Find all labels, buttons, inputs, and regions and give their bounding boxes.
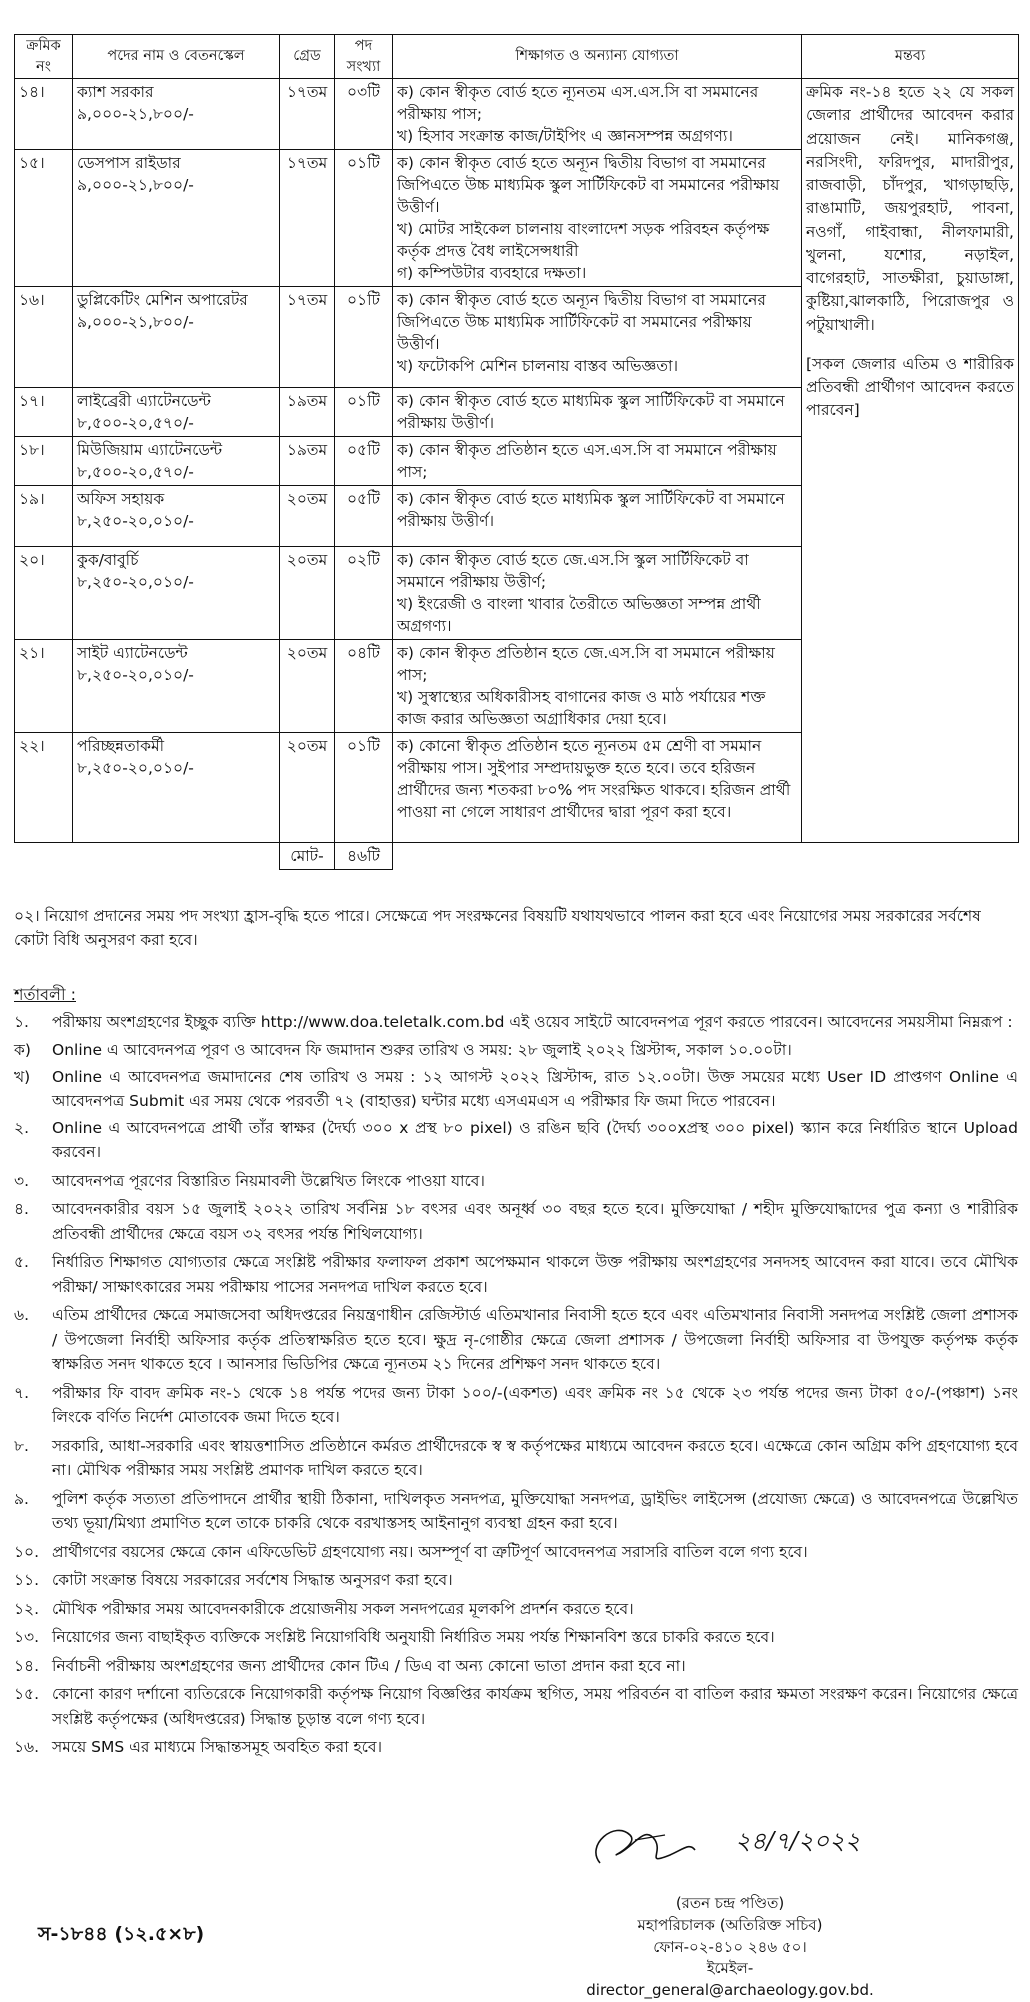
term-item <box>14 1597 1018 1621</box>
post-name: ডেসপাস রাইডার <box>77 154 181 173</box>
total-row <box>15 843 1019 870</box>
term-item <box>14 1682 1018 1731</box>
row-post <box>73 640 280 733</box>
qualification-item: খ) মোটর সাইকেল চালনায় বাংলাদেশ সড়ক পরিবহন কর্তৃপক্ষ কর্তৃক প্রদত্ত বৈধ লাইসেন্সধারী <box>397 220 770 261</box>
terms-title: শর্তাবলী : <box>14 985 76 1004</box>
term-text: কোনো কারণ দর্শানো ব্যতিরেকে নিয়োগকারী কর্তৃপক্ষ নিয়োগ বিজ্ঞপ্তির কার্যক্রম স্থগিত, সময় পরিবর্তন বা বাতিল করার ক্ষমতা সংরক্ষণ করেন। নিয়োগের ক্ষেত্রে সংশ্লিষ্ট কর্তৃপক্ষের (অধিদপ্তরের) সিদ্ধান্ত চূড়ান্ত বলে গণ্য হবে। <box>52 1685 1018 1728</box>
row-grade: ২০তম <box>280 547 335 640</box>
term-number: ৭. <box>14 1383 30 1402</box>
term-number: ১৬. <box>14 1738 40 1757</box>
term-number: ক) <box>14 1041 31 1060</box>
term-text: পুলিশ কর্তৃক সত্যতা প্রতিপাদনে প্রার্থীর স্থায়ী ঠিকানা, দাখিলকৃত সনদপত্র, মুক্তিযোদ্ধা সনদপত্র, ড্রাইভিং লাইসেন্স (প্রযোজ্য ক্ষেত্রে) ও আবেদনপত্রে উল্লেখিত তথ্য ভূয়া/মিথ্যা প্রমাণিত হলে তাকে চাকরি থেকে বরখাস্তসহ আইনানুগ ব্যবস্থা গ্রহন করা হবে। <box>52 1489 1018 1533</box>
row-serial: ১৮। <box>15 437 73 486</box>
term-number: ৬. <box>14 1306 30 1325</box>
row-qualification <box>393 150 802 287</box>
remarks-districts: ক্রমিক নং-১৪ হতে ২২ যে সকল জেলার প্রার্থীদের আবেদন করার প্রয়োজন নেই। মানিকগঞ্জ, নরসিংদী, ফরিদপুর, মাদারীপুর, রাজবাড়ী, চাঁদপুর, খাগড়াছড়ি, রাঙামাটি, জয়পুরহাট, পাবনা, নওগাঁ, গাইবান্ধা, নীলফামারী, খুলনা, যশোর, নড়াইল, বাগেরহাট, সাতক্ষীরা, চুয়াডাঙ্গা, কুষ্টিয়া,ঝালকাঠি, পিরোজপুর ও পটুয়াখালী। <box>806 83 1014 334</box>
row-post <box>73 486 280 547</box>
term-item <box>14 1654 1018 1678</box>
term-item <box>14 1250 1018 1299</box>
officer-designation: মহাপরিচালক (অতিরিক্ত সচিব) <box>637 1915 823 1934</box>
row-post <box>73 437 280 486</box>
term-text: নির্বাচনী পরীক্ষায় অংশগ্রহণের জন্য প্রার্থীদের কোন টিএ / ডিএ বা অন্য কোনো ভাতা প্রদান করা হবে না। <box>52 1656 686 1675</box>
pay-scale: ৮,২৫০-২০,০১০/- <box>77 573 194 592</box>
row-qualification <box>393 437 802 486</box>
term-number: ১১. <box>14 1571 40 1590</box>
remarks-cell <box>802 79 1019 843</box>
header-qualification: শিক্ষাগত ও অন্যান্য যোগ্যতা <box>393 35 802 79</box>
row-count: ০৫টি <box>335 437 393 486</box>
row-serial: ২০। <box>15 547 73 640</box>
row-qualification <box>393 640 802 733</box>
term-number: ৯. <box>14 1489 29 1508</box>
row-qualification <box>393 388 802 437</box>
term-number: ১৫. <box>14 1685 40 1704</box>
post-name: সাইট এ্যাটেনডেন্ট <box>77 644 188 663</box>
term-number: ১. <box>14 1013 29 1031</box>
term-item <box>14 1065 1018 1114</box>
post-name: কুক/বাবুর্চি <box>77 551 139 570</box>
term-text: পরীক্ষায় অংশগ্রহণের ইচ্ছুক ব্যক্তি http://www.doa.teletalk.com.bd এই ওয়েব সাইটে আবেদনপত্র পূরণ করতে পারবেন। আবেদনের সময়সীমা নিম্নরূপ : <box>52 1013 1013 1031</box>
term-text: আবেদনপত্র পূরণের বিস্তারিত নিয়মাবলী উল্লেখিত লিংকে পাওয়া যাবে। <box>52 1171 485 1190</box>
post-name: লাইব্রেরী এ্যাটেনডেন্ট <box>77 392 211 411</box>
signature-date: ২৪/৭/২০২২ <box>735 1827 861 1855</box>
row-qualification <box>393 733 802 843</box>
header-count: পদ সংখ্যা <box>335 35 393 79</box>
row-count: ০২টি <box>335 547 393 640</box>
header-post: পদের নাম ও বেতনস্কেল <box>73 35 280 79</box>
row-post <box>73 79 280 150</box>
qualification-item: ক) কোন স্বীকৃত বোর্ড হতে জে.এস.সি স্কুল সার্টিফিকেট বা সমমানে পরীক্ষায় উত্তীর্ণ; <box>397 551 749 592</box>
term-text: এতিম প্রার্থীদের ক্ষেত্রে সমাজসেবা অধিদপ্তরের নিয়ন্ত্রণাধীন রেজিস্টার্ড এতিমখানার নিবাসী হতে হবে এবং এতিমখানার নিবাসী সনদপত্র সংশ্লিষ্ট জেলা প্রশাসক / উপজেলা নির্বাহী অফিসার কর্তৃক প্রতিস্বাক্ষরিত হতে হবে। ক্ষুদ্র নৃ-গোষ্ঠীর ক্ষেত্রে জেলা প্রশাসক / উপজেলা নির্বাহী অফিসার বা উপযুক্ত কর্তৃপক্ষ কর্তৃক স্বাক্ষরিত সনদ থাকতে হবে । আনসার ভিডিপির ক্ষেত্রে ন্যূনতম ২১ দিনের প্রশিক্ষণ সনদ থাকতে হবে। <box>52 1306 1018 1374</box>
officer-details <box>580 1893 880 2002</box>
table-row <box>15 79 1019 150</box>
row-grade: ১৯তম <box>280 437 335 486</box>
row-count: ০৫টি <box>335 486 393 547</box>
officer-email: ইমেইল-director_general@archaeology.gov.bd. <box>586 1959 874 1999</box>
qualification-item: ক) কোন স্বীকৃত বোর্ড হতে মাধ্যমিক স্কুল সার্টিফিকেট বা সমমানে পরীক্ষায় উত্তীর্ণ। <box>397 490 785 531</box>
row-post <box>73 733 280 843</box>
row-grade: ১৭তম <box>280 150 335 287</box>
row-serial: ১৬। <box>15 287 73 388</box>
term-text: আবেদনকারীর বয়স ১৫ জুলাই ২০২২ তারিখ সর্বনিম্ন ১৮ বৎসর এবং অনূর্ধ্ব ৩০ বছর হতে হবে। মুক্তিযোদ্ধা / শহীদ মুক্তিযোদ্ধাদের পুত্র কন্যা ও শারীরিক প্রতিবন্ধী প্রার্থীদের ক্ষেত্রে বয়স ৩২ বৎসর পর্যন্ত শিথিলযোগ্য। <box>52 1200 1018 1243</box>
term-text: পরীক্ষার ফি বাবদ ক্রমিক নং-১ থেকে ১৪ পর্যন্ত পদের জন্য টাকা ১০০/-(একশত) এবং ক্রমিক নং ১৫ থেকে ২৩ পর্যন্ত পদের জন্য টাকা ৫০/-(পঞ্চাশ) ১নং লিংকে বর্ণিত নির্দেশ মোতাবেক জমা দিতে হবে। <box>52 1383 1018 1427</box>
term-text: Online এ আবেদনপত্রে প্রার্থী তাঁর স্বাক্ষর (দৈর্ঘ্য ৩০০ x প্রস্থ ৮০ pixel) ও রঙিন ছবি (দৈর্ঘ্য ৩০০xপ্রস্থ ৩০০ pixel) স্ক্যান করে নির্ধারিত স্থানে Upload করবেন। <box>52 1118 1018 1162</box>
qualification-item: ক) কোনো স্বীকৃত প্রতিষ্ঠান হতে ন্যূনতম ৫ম শ্রেণী বা সমমান পরীক্ষায় পাস। সুইপার সম্প্রদায়ভুক্ত হতে হবে। তবে হরিজন প্রার্থীদের জন্য শতকরা ৮০% পদ সংরক্ষিত থাকবে। হরিজন প্রার্থী পাওয়া না গেলে সাধারণ প্রার্থীদের দ্বারা পূরণ করা হবে। <box>397 737 791 822</box>
note-02: ০২। নিয়োগ প্রদানের সময় পদ সংখ্যা হ্রাস-বৃদ্ধি হতে পারে। সেক্ষেত্রে পদ সংরক্ষনের বিষয়টি যথাযথভাবে পালন করা হবে এবং নিয়োগের সময় সরকারের সর্বশেষ কোটা বিধি অনুসরণ করা হবে। <box>14 907 981 950</box>
qualification-item: ক) কোন স্বীকৃত বোর্ড হতে অন্যূন দ্বিতীয় বিভাগ বা সমমানের জিপিএতে উচ্চ মাধ্যমিক স্কুল সার্টিফিকেট বা সমমানের পরীক্ষায় উত্তীর্ণ। <box>397 154 780 217</box>
row-serial: ২১। <box>15 640 73 733</box>
term-number: ১৩. <box>14 1628 40 1647</box>
row-serial: ২২। <box>15 733 73 843</box>
post-name: মিউজিয়াম এ্যাটেনডেন্ট <box>77 441 223 460</box>
total-label: মোট- <box>280 843 335 870</box>
remarks-orphans: [সকল জেলার এতিম ও শারীরিক প্রতিবন্ধী প্রার্থীগণ আবেদন করতে পারবেন] <box>806 354 1014 420</box>
row-count: ০১টি <box>335 150 393 287</box>
term-item <box>14 1568 1018 1592</box>
term-item <box>14 1540 1018 1564</box>
term-number: ৪. <box>14 1200 29 1219</box>
row-serial: ১৫। <box>15 150 73 287</box>
row-qualification <box>393 287 802 388</box>
header-remarks: মন্তব্য <box>802 35 1019 79</box>
term-text: সরকারি, আধা-সরকারি এবং স্বায়ত্তশাসিত প্রতিষ্ঠানে কর্মরত প্রার্থীদেরকে স্ব স্ব কর্তৃপক্ষের মাধ্যমে আবেদন করতে হবে। এক্ষেত্রে কোন অগ্রিম কপি গ্রহণযোগ্য হবে না। মৌখিক পরীক্ষার সময় সংশ্লিষ্ট প্রমাণক দাখিল করতে হবে। <box>52 1436 1018 1480</box>
row-serial: ১৭। <box>15 388 73 437</box>
term-item <box>14 1625 1018 1649</box>
term-number: ৩. <box>14 1171 30 1190</box>
job-rows <box>15 79 1019 870</box>
row-serial: ১৯। <box>15 486 73 547</box>
job-table <box>14 34 1019 870</box>
header-serial: ক্রমিক নং <box>15 35 73 79</box>
term-text: Online এ আবেদনপত্র পূরণ ও আবেদন ফি জমাদান শুরুর তারিখ ও সময়: ২৮ জুলাই ২০২২ খ্রিস্টাব্দ, সকাল ১০.০০টা। <box>52 1041 792 1060</box>
term-item <box>14 1735 1018 1759</box>
total-blank <box>15 843 280 870</box>
pay-scale: ৮,৫০০-২০,৫৭০/- <box>77 463 194 482</box>
row-count: ০৪টি <box>335 640 393 733</box>
qualification-item: ক) কোন স্বীকৃত প্রতিষ্ঠান হতে এস.এস.সি বা সমমানে পরীক্ষায় পাস; <box>397 441 777 482</box>
row-grade: ১৭তম <box>280 79 335 150</box>
term-text: Online এ আবেদনপত্র জমাদানের শেষ তারিখ ও সময় : ১২ আগস্ট ২০২২ খ্রিস্টাব্দ, রাত ১২.০০টা। উক্ত সময়ের মধ্যে User ID প্রাপ্তগণ Online এ আবেদনপত্র Submit এর সময় থেকে পরবর্তী ৭২ (বাহাত্তর) ঘন্টার মধ্যে এসএমএস এ পরীক্ষার ফি জমা দিতে পারবেন। <box>52 1067 1018 1111</box>
term-text: মৌখিক পরীক্ষার সময় আবেদনকারীকে প্রয়োজনীয় সকল সনদপত্রের মূলকপি প্রদর্শন করতে হবে। <box>52 1599 634 1618</box>
post-name: পরিচ্ছন্নতাকর্মী <box>77 737 165 756</box>
row-count: ০১টি <box>335 733 393 843</box>
total-value: ৪৬টি <box>335 843 393 870</box>
officer-name: (রতন চন্দ্র পণ্ডিত) <box>675 1894 785 1912</box>
post-name: ডুপ্লিকেটিং মেশিন অপারেটর <box>77 291 248 310</box>
row-qualification <box>393 79 802 150</box>
term-number: ৮. <box>14 1436 29 1455</box>
memo-number: স-১৮৪৪ (১২.৫×৮) <box>38 1923 205 1945</box>
signature-block <box>575 1815 1015 1875</box>
table-header-row <box>15 35 1019 79</box>
term-number: ১৪. <box>14 1656 40 1675</box>
term-item <box>14 1197 1018 1246</box>
pay-scale: ৮,৫০০-২০,৫৭০/- <box>77 414 194 433</box>
term-text: প্রার্থীগণের বয়সের ক্ষেত্রে কোন এফিডেভিট গ্রহণযোগ্য নয়। অসম্পূর্ণ বা ত্রুটিপূর্ণ আবেদনপত্র সরাসরি বাতিল বলে গণ্য হবে। <box>52 1542 808 1561</box>
pay-scale: ৮,২৫০-২০,০১০/- <box>77 512 194 531</box>
header-grade: গ্রেড <box>280 35 335 79</box>
row-count: ০১টি <box>335 388 393 437</box>
qualification-item: খ) ইংরেজী ও বাংলা খাবার তৈরীতে অভিজ্ঞতা সম্পন্ন প্রার্থী অগ্রগণ্য। <box>397 595 761 636</box>
pay-scale: ৯,০০০-২১,৮০০/- <box>77 176 194 195</box>
term-number: ১২. <box>14 1599 40 1618</box>
row-post <box>73 150 280 287</box>
term-number: ১০. <box>14 1542 40 1561</box>
qualification-item: ক) কোন স্বীকৃত বোর্ড হতে মাধ্যমিক স্কুল সার্টিফিকেট বা সমমানে পরীক্ষায় উত্তীর্ণ। <box>397 392 785 433</box>
term-text: সময়ে SMS এর মাধ্যমে সিদ্ধান্তসমূহ অবহিত করা হবে। <box>52 1738 383 1757</box>
term-number: ৫. <box>14 1253 29 1272</box>
qualification-item: খ) হিসাব সংক্রান্ত কাজ/টাইপিং এ জ্ঞানসম্পন্ন অগ্রগণ্য। <box>397 127 733 146</box>
term-number: খ) <box>14 1067 31 1086</box>
term-text: কোটা সংক্রান্ত বিষয়ে সরকারের সর্বশেষ সিদ্ধান্ত অনুসরণ করা হবে। <box>52 1571 453 1590</box>
row-count: ০৩টি <box>335 79 393 150</box>
post-name: ক্যাশ সরকার <box>77 83 154 102</box>
term-item <box>14 1116 1018 1165</box>
term-item <box>14 1169 1018 1193</box>
row-serial: ১৪। <box>15 79 73 150</box>
row-grade: ২০তম <box>280 486 335 547</box>
row-grade: ২০তম <box>280 733 335 843</box>
qualification-item: ক) কোন স্বীকৃত বোর্ড হতে ন্যূনতম এস.এস.সি বা সমমানের পরীক্ষায় পাস; <box>397 83 759 124</box>
term-item <box>14 1038 1018 1062</box>
row-post <box>73 388 280 437</box>
row-grade: ১৯তম <box>280 388 335 437</box>
officer-phone: ফোন-০২-৪১০ ২৪৬ ৫০। <box>653 1937 807 1956</box>
term-text: নির্ধারিত শিক্ষাগত যোগ্যতার ক্ষেত্রে সংশ্লিষ্ট পরীক্ষার ফলাফল প্রকাশ অপেক্ষমান থাকলে উক্ত পরীক্ষায় অংশগ্রহণের সনদসহ আবেদন করা যাবে। তবে মৌখিক পরীক্ষা/ সাক্ষাৎকারের সময় পরীক্ষায় পাসের সনদপত্র দাখিল করতে হবে। <box>52 1253 1018 1296</box>
row-count: ০১টি <box>335 287 393 388</box>
row-post <box>73 547 280 640</box>
term-text: নিয়োগের জন্য বাছাইকৃত ব্যক্তিকে সংশ্লিষ্ট নিয়োগবিধি অনুযায়ী নির্ধারিত সময় পর্যন্ত শিক্ষানবিশ স্তরে চাকরি করতে হবে। <box>52 1628 775 1647</box>
pay-scale: ৯,০০০-২১,৮০০/- <box>77 105 194 124</box>
qualification-item: ক) কোন স্বীকৃত বোর্ড হতে অন্যূন দ্বিতীয় বিভাগ বা সমমানের জিপিএতে উচ্চ মাধ্যমিক সার্টিফিকেট বা সমমানের পরীক্ষায় উত্তীর্ণ। <box>397 291 766 354</box>
pay-scale: ৯,০০০-২১,৮০০/- <box>77 313 194 332</box>
qualification-item: গ) কম্পিউটার ব্যবহারে দক্ষতা। <box>397 264 587 283</box>
row-grade: ২০তম <box>280 640 335 733</box>
term-number: ২. <box>14 1118 30 1137</box>
term-item <box>14 1487 1018 1536</box>
row-post <box>73 287 280 388</box>
total-blank-right <box>393 843 1019 870</box>
row-qualification <box>393 547 802 640</box>
row-qualification <box>393 486 802 547</box>
terms-list <box>14 1010 1018 1764</box>
qualification-item: খ) সুস্বাস্থ্যের অধিকারীসহ বাগানের কাজ ও মাঠ পর্যায়ের শক্ত কাজ করার অভিজ্ঞতা অগ্রাধিকার দেয়া হবে। <box>397 688 766 729</box>
post-name: অফিস সহায়ক <box>77 490 165 509</box>
row-grade: ১৭তম <box>280 287 335 388</box>
term-item <box>14 1381 1018 1430</box>
qualification-item: খ) ফটোকপি মেশিন চালনায় বাস্তব অভিজ্ঞতা। <box>397 357 679 376</box>
pay-scale: ৮,২৫০-২০,০১০/- <box>77 759 194 778</box>
qualification-item: ক) কোন স্বীকৃত প্রতিষ্ঠান হতে জে.এস.সি বা সমমানে পরীক্ষায় পাস; <box>397 644 775 685</box>
term-item <box>14 1303 1018 1376</box>
term-item <box>14 1010 1018 1034</box>
pay-scale: ৮,২৫০-২০,০১০/- <box>77 666 194 685</box>
term-item <box>14 1434 1018 1483</box>
